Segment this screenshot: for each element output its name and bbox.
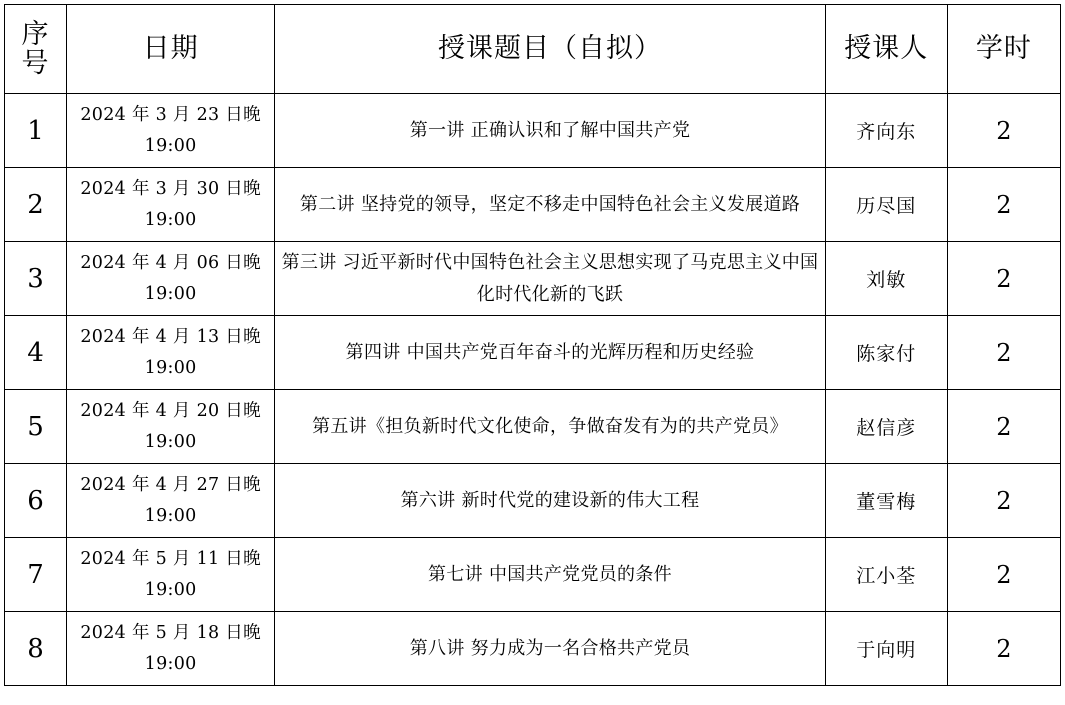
table-header-row	[5, 5, 1061, 94]
cell-no: 3	[5, 242, 67, 316]
cell-title: 第四讲 中国共产党百年奋斗的光辉历程和历史经验	[275, 316, 826, 390]
cell-hours: 2	[947, 94, 1060, 168]
cell-hours: 2	[947, 316, 1060, 390]
cell-date: 2024 年 4 月 20 日晚 19:00	[67, 390, 275, 464]
cell-hours: 2	[947, 168, 1060, 242]
table-row	[5, 94, 1061, 168]
cell-person: 于向明	[825, 612, 947, 686]
cell-title: 第二讲 坚持党的领导，坚定不移走中国特色社会主义发展道路	[275, 168, 826, 242]
cell-date: 2024 年 3 月 30 日晚 19:00	[67, 168, 275, 242]
cell-date: 2024 年 5 月 11 日晚 19:00	[67, 538, 275, 612]
cell-no: 8	[5, 612, 67, 686]
table-row	[5, 316, 1061, 390]
cell-title: 第五讲《担负新时代文化使命，争做奋发有为的共产党员》	[275, 390, 826, 464]
document-page	[0, 4, 1065, 705]
cell-date: 2024 年 3 月 23 日晚 19:00	[67, 94, 275, 168]
table-row	[5, 242, 1061, 316]
column-header-person: 授课人	[825, 5, 947, 94]
cell-person: 董雪梅	[825, 464, 947, 538]
cell-no: 5	[5, 390, 67, 464]
table-body	[5, 94, 1061, 686]
table-row	[5, 464, 1061, 538]
cell-no: 1	[5, 94, 67, 168]
cell-person: 历尽国	[825, 168, 947, 242]
cell-person: 陈家付	[825, 316, 947, 390]
cell-hours: 2	[947, 464, 1060, 538]
cell-person: 齐向东	[825, 94, 947, 168]
cell-hours: 2	[947, 538, 1060, 612]
cell-title: 第八讲 努力成为一名合格共产党员	[275, 612, 826, 686]
cell-date: 2024 年 4 月 13 日晚 19:00	[67, 316, 275, 390]
cell-no: 2	[5, 168, 67, 242]
cell-hours: 2	[947, 390, 1060, 464]
table-row	[5, 390, 1061, 464]
column-header-no: 序号	[5, 5, 67, 94]
table-row	[5, 612, 1061, 686]
cell-date: 2024 年 5 月 18 日晚 19:00	[67, 612, 275, 686]
cell-title: 第六讲 新时代党的建设新的伟大工程	[275, 464, 826, 538]
column-header-title: 授课题目（自拟）	[275, 5, 826, 94]
table-row	[5, 538, 1061, 612]
table-header	[5, 5, 1061, 94]
cell-person: 江小荃	[825, 538, 947, 612]
table-row	[5, 168, 1061, 242]
cell-hours: 2	[947, 242, 1060, 316]
cell-person: 赵信彦	[825, 390, 947, 464]
cell-title: 第一讲 正确认识和了解中国共产党	[275, 94, 826, 168]
column-header-date: 日期	[67, 5, 275, 94]
cell-title: 第七讲 中国共产党党员的条件	[275, 538, 826, 612]
cell-no: 4	[5, 316, 67, 390]
cell-title: 第三讲 习近平新时代中国特色社会主义思想实现了马克思主义中国化时代化新的飞跃	[275, 242, 826, 316]
lecture-schedule-table	[4, 4, 1061, 686]
cell-no: 6	[5, 464, 67, 538]
cell-date: 2024 年 4 月 27 日晚 19:00	[67, 464, 275, 538]
cell-hours: 2	[947, 612, 1060, 686]
cell-person: 刘敏	[825, 242, 947, 316]
cell-no: 7	[5, 538, 67, 612]
cell-date: 2024 年 4 月 06 日晚 19:00	[67, 242, 275, 316]
column-header-hours: 学时	[947, 5, 1060, 94]
